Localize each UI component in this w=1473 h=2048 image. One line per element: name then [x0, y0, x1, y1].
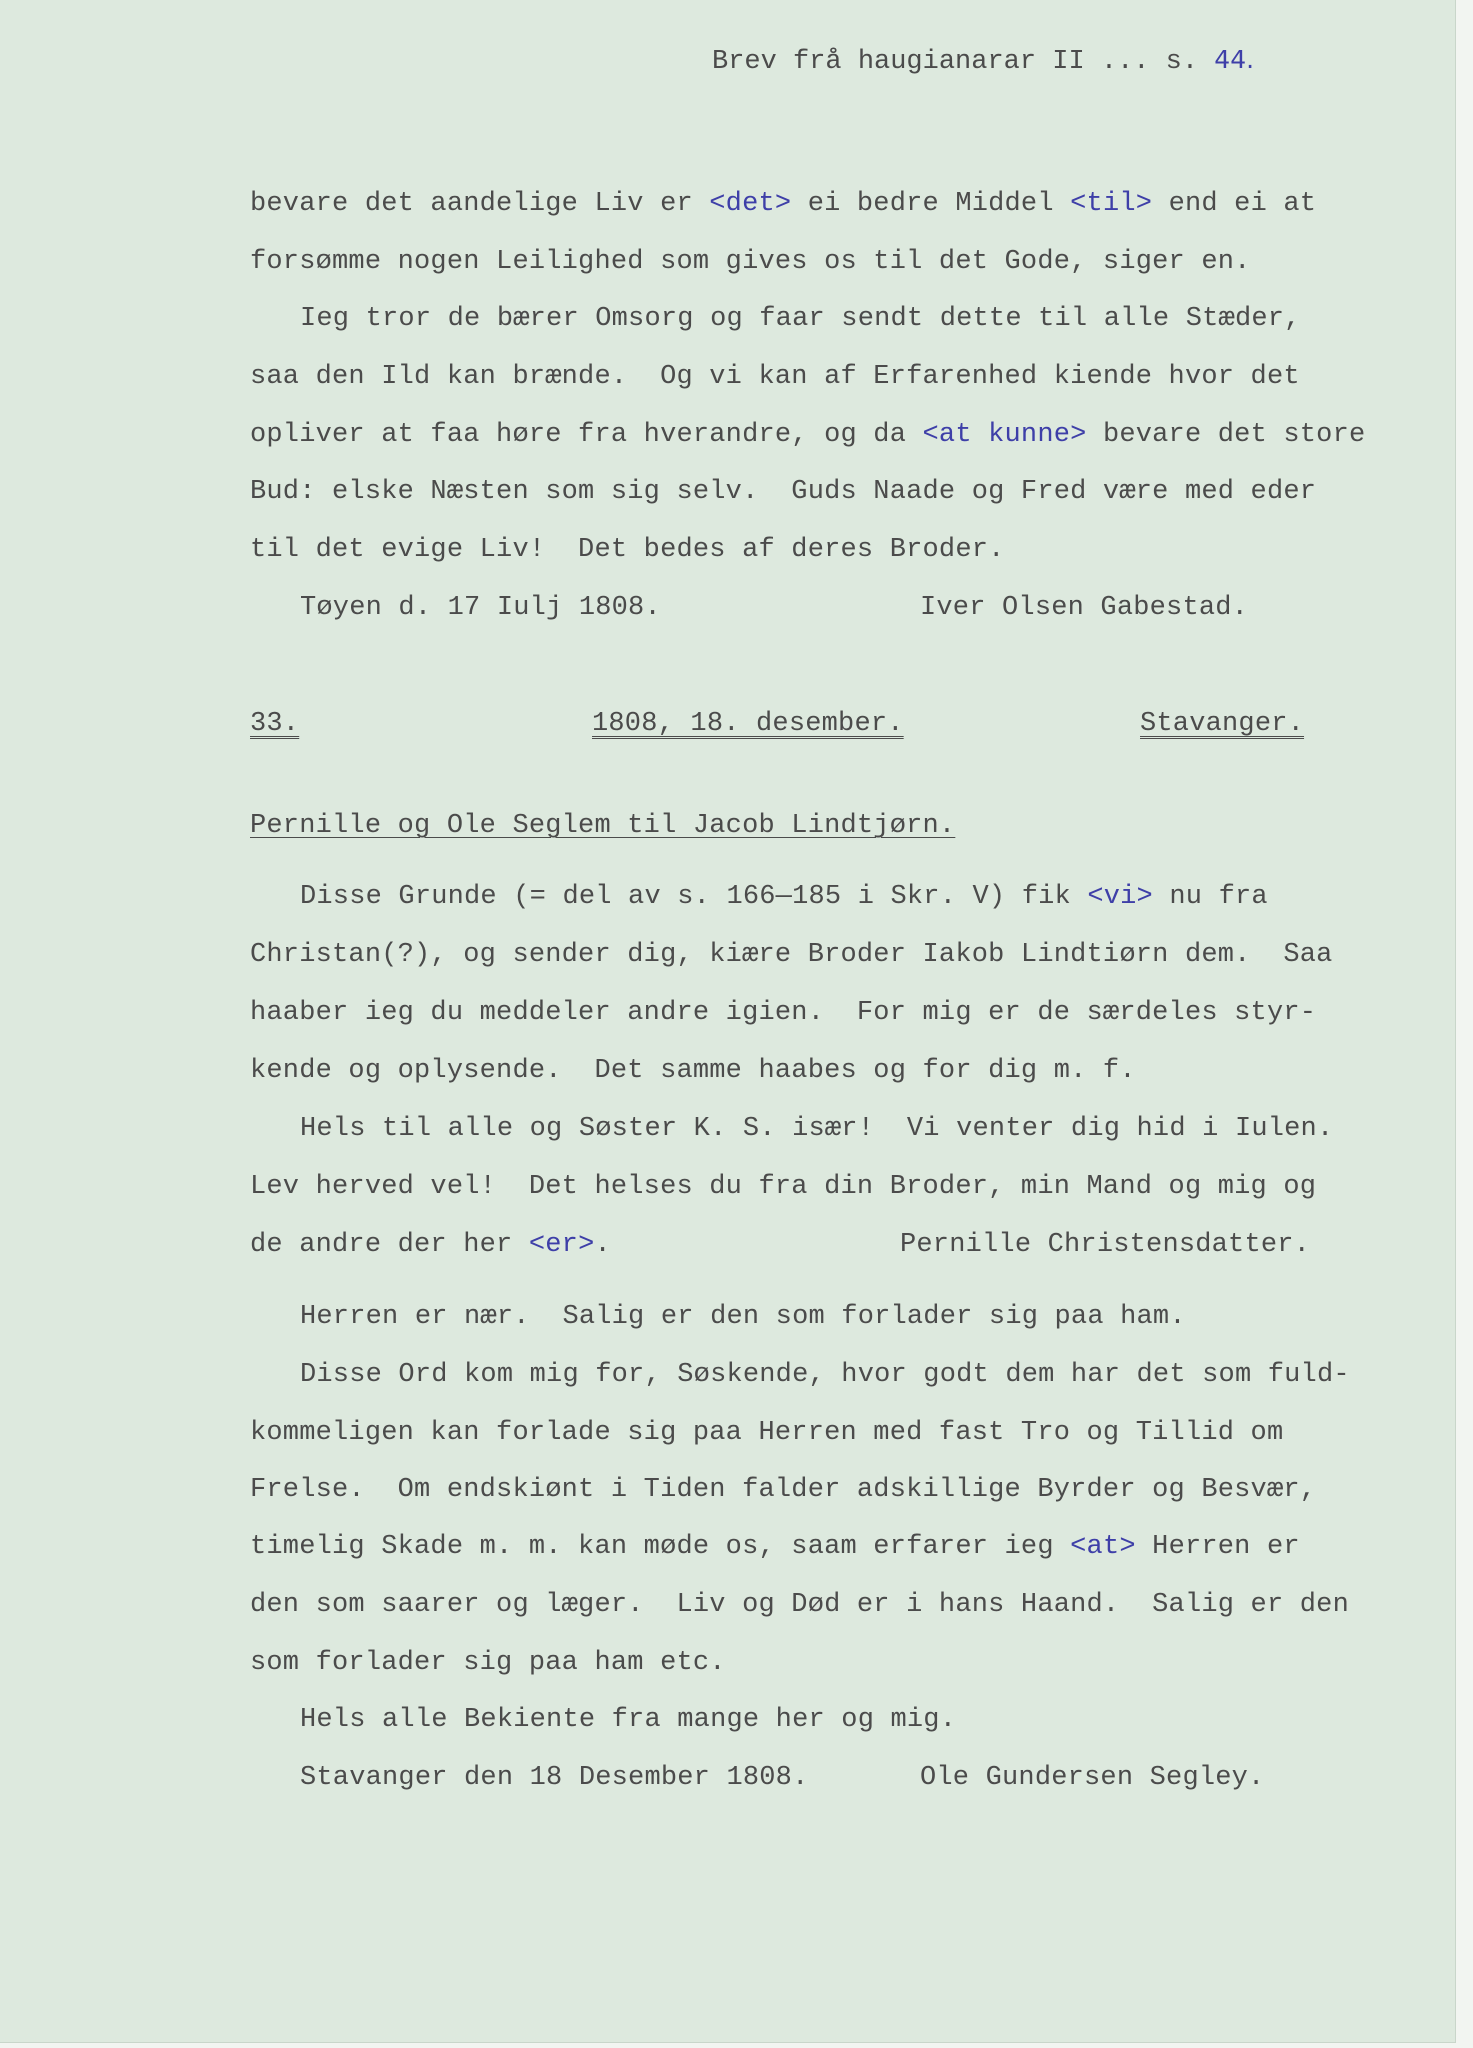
letter1-line: Bud: elske Næsten som sig selv. Guds Naade og Fred være med eder [250, 477, 1317, 507]
letter2-line: Disse Grunde (= del av s. 166—185 i Skr. V) fik <vi> nu fra [300, 882, 1268, 912]
letter1-line: Ieg tror de bærer Omsorg og faar sendt dette til alle Stæder, [300, 304, 1301, 334]
letter2-line: Frelse. Om endskiønt i Tiden falder adskillige Byrder og Besvær, [250, 1475, 1317, 1505]
letter2-line: kende og oplysende. Det samme haabes og for dig m. f. [250, 1056, 1136, 1086]
letter2-line: timelig Skade m. m. kan møde os, saam erfarer ieg <at> Herren er [250, 1532, 1300, 1562]
letter2-line: Hels alle Bekiente fra mange her og mig. [300, 1705, 957, 1735]
letter1-line: opliver at faa høre fra hverandre, og da <at kunne> bevare det store [250, 420, 1366, 450]
letter2-line: kommeligen kan forlade sig paa Herren med fast Tro og Tillid om [250, 1418, 1284, 1448]
letter2-place-date: Stavanger den 18 Desember 1808. [300, 1763, 809, 1793]
signature-ole: Ole Gundersen Segley. [920, 1763, 1265, 1793]
letter2-line: Hels til alle og Søster K. S. især! Vi venter dig hid i Iulen. [300, 1114, 1334, 1144]
letter-date: 1808, 18. desember. [592, 709, 904, 739]
handwritten-insertion: <vi> [1087, 882, 1153, 912]
handwritten-insertion: <at> [1070, 1532, 1136, 1562]
letter2-line: Herren er nær. Salig er den som forlader sig paa ham. [300, 1302, 1186, 1332]
page-number: 44. [1214, 45, 1255, 74]
letter2-line: Disse Ord kom mig for, Søskende, hvor godt dem har det som fuld- [300, 1360, 1350, 1390]
letter2-line: den som saarer og læger. Liv og Død er i hans Haand. Salig er den [250, 1590, 1349, 1620]
letter2-line: Lev herved vel! Det helses du fra din Broder, min Mand og mig og [250, 1172, 1317, 1202]
signature-pernille: Pernille Christensdatter. [900, 1230, 1311, 1260]
handwritten-insertion: <at kunne> [922, 420, 1087, 450]
letter1-line: bevare det aandelige Liv er <det> ei bedre Middel <til> end ei at [250, 189, 1317, 219]
letter1-line: forsømme nogen Leilighed som gives os til det Gode, siger en. [250, 247, 1251, 277]
letter-place: Stavanger. [1140, 709, 1305, 739]
page-reference-text: Brev frå haugianarar II ... s. [712, 47, 1215, 77]
letter-title: Pernille og Ole Seglem til Jacob Lindtjørn. [250, 811, 956, 841]
letter1-line: til det evige Liv! Det bedes af deres Broder. [250, 535, 1005, 565]
letter1-place-date: Tøyen d. 17 Iulj 1808. [300, 593, 661, 623]
letter2-line: Christan(?), og sender dig, kiære Broder Iakob Lindtiørn dem. Saa [250, 940, 1333, 970]
letter2-line: haaber ieg du meddeler andre igien. For mig er de særdeles styr- [250, 998, 1317, 1028]
letter1-line: saa den Ild kan brænde. Og vi kan af Erfarenhed kiende hvor det [250, 362, 1300, 392]
handwritten-insertion: <er> [528, 1230, 595, 1260]
handwritten-insertion: <det> [709, 189, 792, 219]
letter2-line: de andre der her <er>. [250, 1230, 611, 1260]
handwritten-insertion: <til> [1070, 189, 1153, 219]
letter1-signature: Iver Olsen Gabestad. [920, 593, 1249, 623]
letter-number: 33. [250, 709, 300, 739]
letter2-line: som forlader sig paa ham etc. [250, 1648, 726, 1678]
page-reference [712, 45, 1254, 77]
